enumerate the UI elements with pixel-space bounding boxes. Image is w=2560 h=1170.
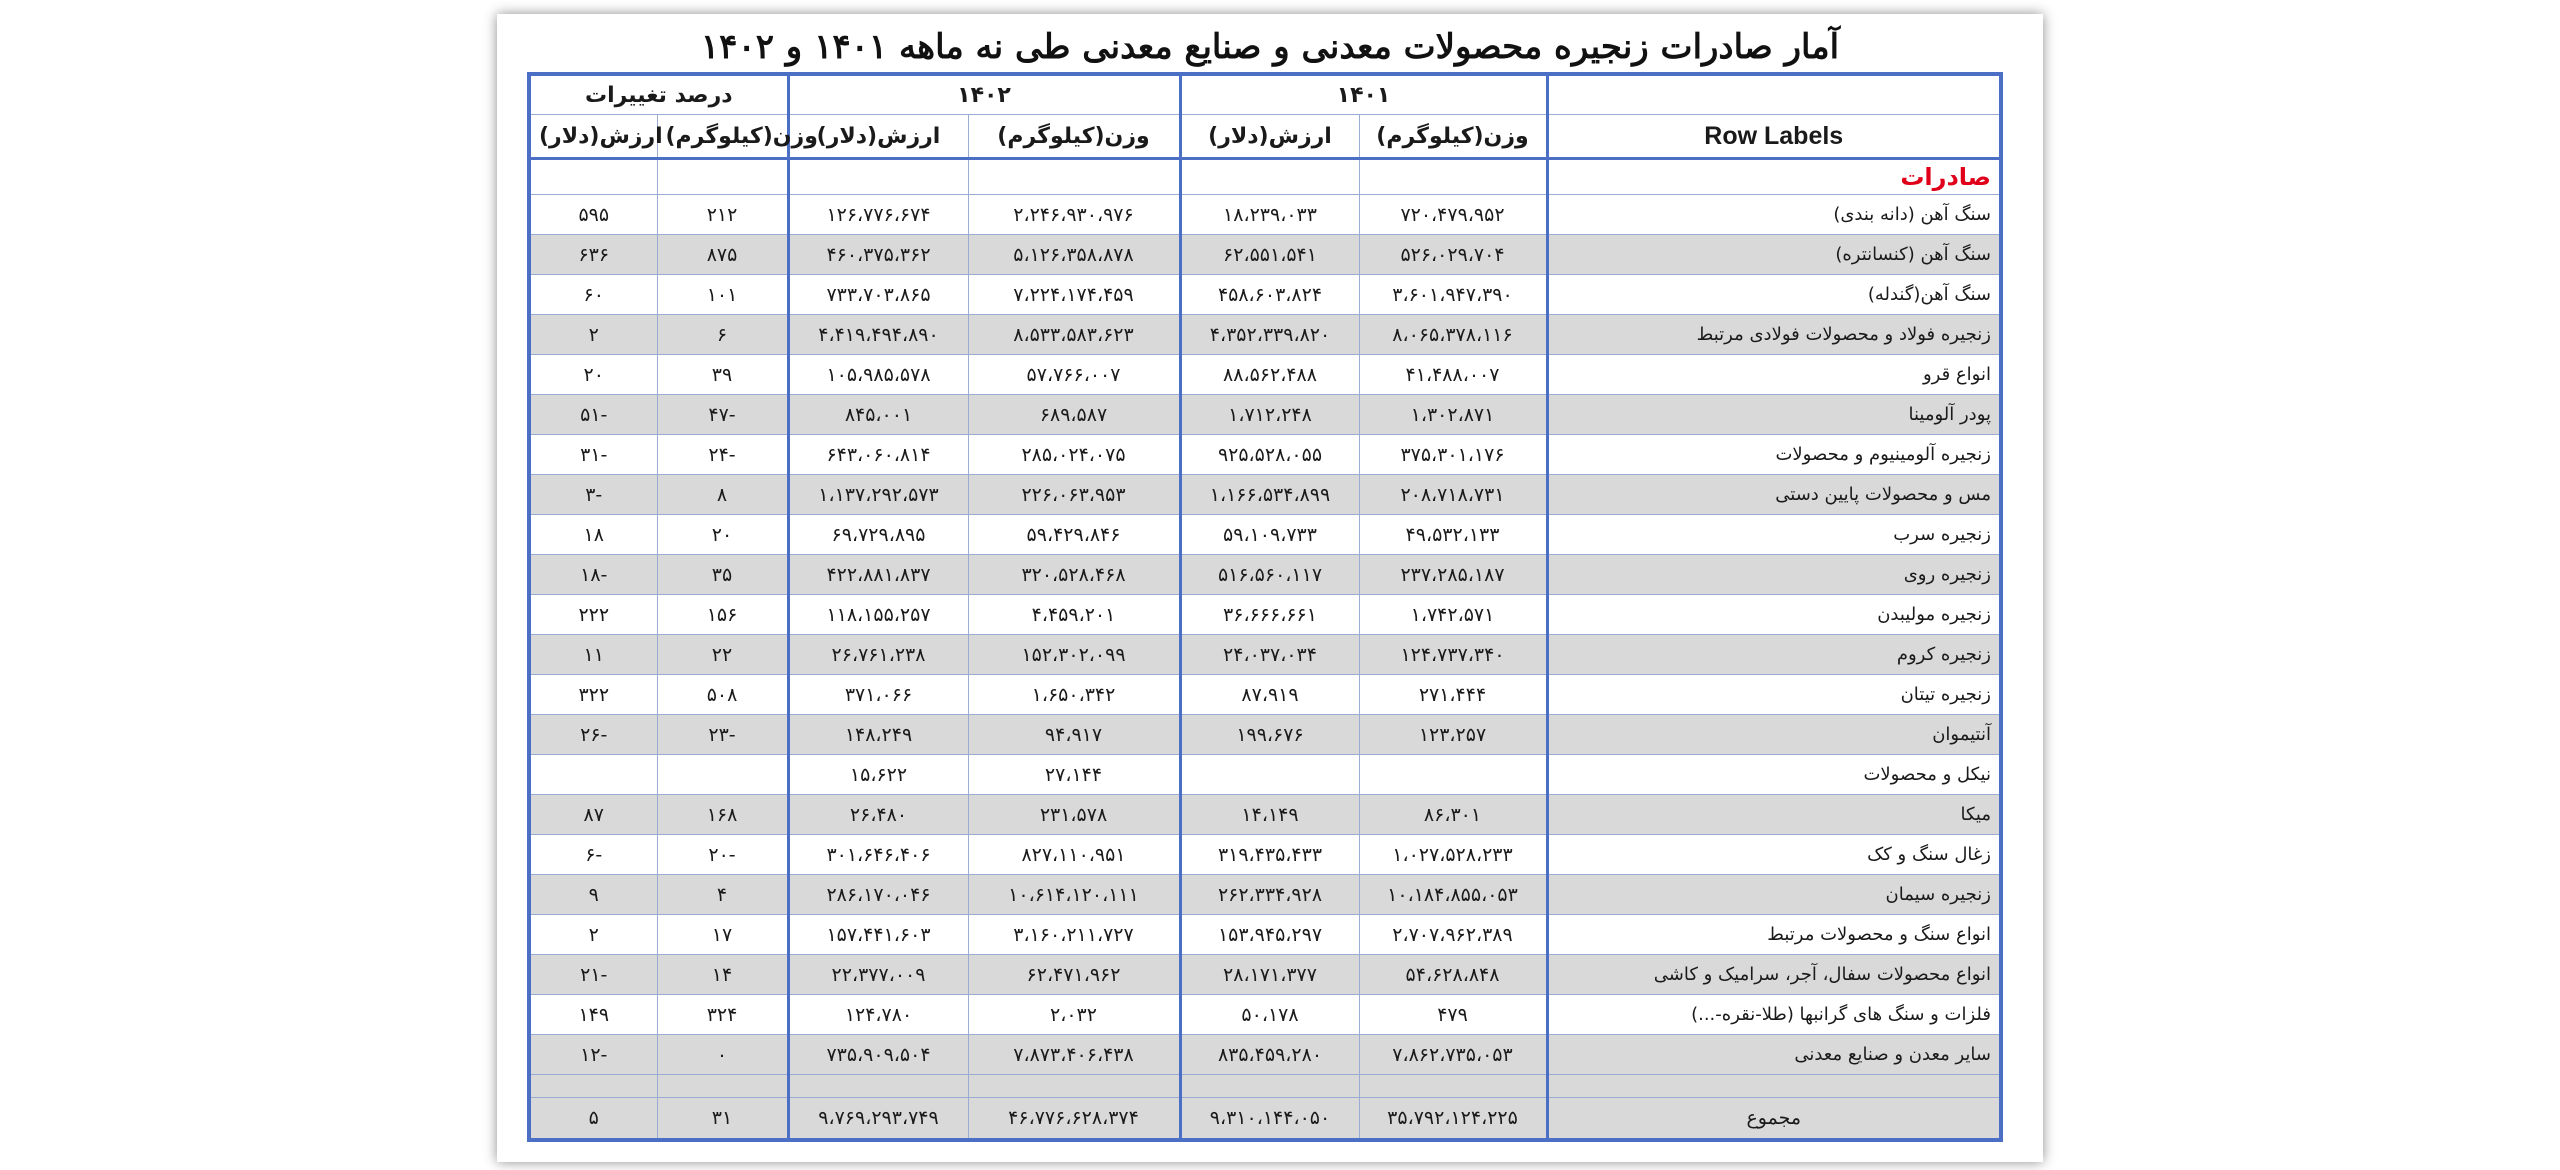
value-1401-cell: ۵۰،۱۷۸ bbox=[1180, 995, 1359, 1035]
row-label: انواع سنگ و محصولات مرتبط bbox=[1547, 915, 2001, 955]
weight-1401-cell: ۱،۰۲۷،۵۲۸،۲۳۳ bbox=[1359, 835, 1547, 875]
value-1402-cell: ۸۴۵،۰۰۱ bbox=[788, 395, 968, 435]
table-row bbox=[529, 195, 2001, 235]
total-pct-value: ۵ bbox=[529, 1098, 657, 1141]
weight-1401-cell: ۲۳۷،۲۸۵،۱۸۷ bbox=[1359, 555, 1547, 595]
pct-value-cell: ۶۳۶ bbox=[529, 235, 657, 275]
value-1401-cell: ۱۵۳،۹۴۵،۲۹۷ bbox=[1180, 915, 1359, 955]
value-1401-cell: ۴،۳۵۲،۳۳۹،۸۲۰ bbox=[1180, 315, 1359, 355]
table-row bbox=[529, 275, 2001, 315]
row-label: فلزات و سنگ های گرانبها (طلا-نقره-...) bbox=[1547, 995, 2001, 1035]
weight-1401-cell: ۱۰،۱۸۴،۸۵۵،۰۵۳ bbox=[1359, 875, 1547, 915]
value-1401-cell: ۳۶،۶۶۶،۶۶۱ bbox=[1180, 595, 1359, 635]
table-row bbox=[529, 835, 2001, 875]
value-1402-cell: ۱۱۸،۱۵۵،۲۵۷ bbox=[788, 595, 968, 635]
pct-value-cell: -۵۱ bbox=[529, 395, 657, 435]
spacer-row bbox=[529, 1075, 2001, 1098]
pct-weight-cell: -۲۳ bbox=[657, 715, 788, 755]
weight-1402-cell: ۳،۱۶۰،۲۱۱،۷۲۷ bbox=[968, 915, 1180, 955]
pct-value-cell: ۲ bbox=[529, 915, 657, 955]
weight-1401-cell bbox=[1359, 755, 1547, 795]
weight-1401-cell: ۱،۷۴۲،۵۷۱ bbox=[1359, 595, 1547, 635]
pct-value-header: ارزش(دلار) bbox=[529, 115, 657, 159]
year-1401-header: ۱۴۰۱ bbox=[1180, 74, 1547, 115]
value-1401-cell: ۱۴،۱۴۹ bbox=[1180, 795, 1359, 835]
weight-1402-cell: ۸۲۷،۱۱۰،۹۵۱ bbox=[968, 835, 1180, 875]
table-row bbox=[529, 475, 2001, 515]
value-1401-cell: ۳۱۹،۴۳۵،۴۳۳ bbox=[1180, 835, 1359, 875]
weight-1402-cell: ۶۸۹،۵۸۷ bbox=[968, 395, 1180, 435]
table-row bbox=[529, 715, 2001, 755]
page-title: آمار صادرات زنجیره محصولات معدنی و صنایع معدنی طی نه ماهه ۱۴۰۱ و ۱۴۰۲ bbox=[700, 27, 1840, 67]
row-label: انواع قرو bbox=[1547, 355, 2001, 395]
pct-value-cell: ۱۱ bbox=[529, 635, 657, 675]
pct-value-cell: ۲ bbox=[529, 315, 657, 355]
row-label: زغال سنگ و کک bbox=[1547, 835, 2001, 875]
weight-1402-cell: ۵۹،۴۲۹،۸۴۶ bbox=[968, 515, 1180, 555]
weight-1402-cell: ۹۴،۹۱۷ bbox=[968, 715, 1180, 755]
row-label: مس و محصولات پایین دستی bbox=[1547, 475, 2001, 515]
table-row bbox=[529, 555, 2001, 595]
section-row bbox=[529, 159, 2001, 195]
pct-value-cell: ۲۲۲ bbox=[529, 595, 657, 635]
pct-weight-cell: ۱۰۱ bbox=[657, 275, 788, 315]
table-row bbox=[529, 635, 2001, 675]
section-label: صادرات bbox=[1547, 159, 2001, 195]
weight-1401-cell: ۴۱،۴۸۸،۰۰۷ bbox=[1359, 355, 1547, 395]
value-1402-cell: ۴۶۰،۳۷۵،۳۶۲ bbox=[788, 235, 968, 275]
pct-value-cell: -۲۶ bbox=[529, 715, 657, 755]
weight-1401-cell: ۳۷۵،۳۰۱،۱۷۶ bbox=[1359, 435, 1547, 475]
row-label: زنجیره آلومینیوم و محصولات bbox=[1547, 435, 2001, 475]
value-1402-cell: ۴،۴۱۹،۴۹۴،۸۹۰ bbox=[788, 315, 968, 355]
pct-value-cell: -۶ bbox=[529, 835, 657, 875]
row-label: زنجیره سیمان bbox=[1547, 875, 2001, 915]
pct-weight-cell: ۸۷۵ bbox=[657, 235, 788, 275]
value-1402-cell: ۲۶،۴۸۰ bbox=[788, 795, 968, 835]
weight-1402-header: وزن(کیلوگرم) bbox=[968, 115, 1180, 159]
weight-1402-cell: ۲۳۱،۵۷۸ bbox=[968, 795, 1180, 835]
pct-weight-cell: ۸ bbox=[657, 475, 788, 515]
pct-value-cell: ۱۴۹ bbox=[529, 995, 657, 1035]
pct-weight-cell: ۰ bbox=[657, 1035, 788, 1075]
total-row bbox=[529, 1098, 2001, 1141]
weight-1402-cell: ۲،۲۴۶،۹۳۰،۹۷۶ bbox=[968, 195, 1180, 235]
total-pct-weight: ۳۱ bbox=[657, 1098, 788, 1141]
value-1401-header: ارزش(دلار) bbox=[1180, 115, 1359, 159]
weight-1401-cell: ۴۹،۵۳۲،۱۳۳ bbox=[1359, 515, 1547, 555]
value-1401-cell: ۲۸،۱۷۱،۳۷۷ bbox=[1180, 955, 1359, 995]
pct-weight-cell: ۶ bbox=[657, 315, 788, 355]
value-1402-cell: ۳۷۱،۰۶۶ bbox=[788, 675, 968, 715]
table-row bbox=[529, 595, 2001, 635]
row-label: سایر معدن و صنایع معدنی bbox=[1547, 1035, 2001, 1075]
weight-1402-cell: ۲۷،۱۴۴ bbox=[968, 755, 1180, 795]
pct-value-cell: -۳۱ bbox=[529, 435, 657, 475]
value-1402-cell: ۶۴۳،۰۶۰،۸۱۴ bbox=[788, 435, 968, 475]
value-1401-cell: ۱،۱۶۶،۵۳۴،۸۹۹ bbox=[1180, 475, 1359, 515]
value-1401-cell: ۸۸،۵۶۲،۴۸۸ bbox=[1180, 355, 1359, 395]
value-1402-cell: ۳۰۱،۶۴۶،۴۰۶ bbox=[788, 835, 968, 875]
value-1401-cell: ۲۶۲،۳۳۴،۹۲۸ bbox=[1180, 875, 1359, 915]
value-1402-cell: ۱۵،۶۲۲ bbox=[788, 755, 968, 795]
pct-weight-cell: -۲۰ bbox=[657, 835, 788, 875]
weight-1401-cell: ۴۷۹ bbox=[1359, 995, 1547, 1035]
total-weight-1402: ۴۶،۷۷۶،۶۲۸،۳۷۴ bbox=[968, 1098, 1180, 1141]
year-1402-header: ۱۴۰۲ bbox=[788, 74, 1180, 115]
pct-value-cell: -۱۸ bbox=[529, 555, 657, 595]
pct-weight-cell: ۲۱۲ bbox=[657, 195, 788, 235]
weight-1401-cell: ۱۲۴،۷۳۷،۳۴۰ bbox=[1359, 635, 1547, 675]
value-1402-cell: ۶۹،۷۲۹،۸۹۵ bbox=[788, 515, 968, 555]
table-row bbox=[529, 795, 2001, 835]
total-value-1402: ۹،۷۶۹،۲۹۳،۷۴۹ bbox=[788, 1098, 968, 1141]
pct-weight-cell bbox=[657, 755, 788, 795]
weight-1401-cell: ۲۰۸،۷۱۸،۷۳۱ bbox=[1359, 475, 1547, 515]
pct-weight-cell: ۳۵ bbox=[657, 555, 788, 595]
pct-weight-cell: ۱۴ bbox=[657, 955, 788, 995]
table-row bbox=[529, 875, 2001, 915]
table-row bbox=[529, 315, 2001, 355]
weight-1402-cell: ۴،۴۵۹،۲۰۱ bbox=[968, 595, 1180, 635]
year-header-row bbox=[529, 74, 2001, 115]
weight-1401-cell: ۱۲۳،۲۵۷ bbox=[1359, 715, 1547, 755]
pct-value-cell: ۲۰ bbox=[529, 355, 657, 395]
row-labels-header: Row Labels bbox=[1547, 115, 2001, 159]
pct-value-cell: ۹ bbox=[529, 875, 657, 915]
weight-1401-cell: ۷۲۰،۴۷۹،۹۵۲ bbox=[1359, 195, 1547, 235]
value-1401-cell: ۱۸،۲۳۹،۰۳۳ bbox=[1180, 195, 1359, 235]
value-1402-cell: ۴۲۲،۸۸۱،۸۳۷ bbox=[788, 555, 968, 595]
row-label: زنجیره سرب bbox=[1547, 515, 2001, 555]
table-row bbox=[529, 955, 2001, 995]
value-1402-cell: ۲۶،۷۶۱،۲۳۸ bbox=[788, 635, 968, 675]
weight-1402-cell: ۱،۶۵۰،۳۴۲ bbox=[968, 675, 1180, 715]
table-row bbox=[529, 915, 2001, 955]
value-1401-cell: ۱،۷۱۲،۲۴۸ bbox=[1180, 395, 1359, 435]
value-1402-cell: ۱۲۴،۷۸۰ bbox=[788, 995, 968, 1035]
value-1402-cell: ۱۰۵،۹۸۵،۵۷۸ bbox=[788, 355, 968, 395]
row-label: زنجیره تیتان bbox=[1547, 675, 2001, 715]
pct-value-cell: ۸۷ bbox=[529, 795, 657, 835]
row-label: سنگ آهن (دانه بندی) bbox=[1547, 195, 2001, 235]
value-1401-cell: ۹۲۵،۵۲۸،۰۵۵ bbox=[1180, 435, 1359, 475]
weight-1401-cell: ۸،۰۶۵،۳۷۸،۱۱۶ bbox=[1359, 315, 1547, 355]
table-row bbox=[529, 755, 2001, 795]
value-1401-cell bbox=[1180, 755, 1359, 795]
total-label: مجموع bbox=[1547, 1098, 2001, 1141]
pct-weight-cell: ۱۶۸ bbox=[657, 795, 788, 835]
pct-weight-cell: ۲۲ bbox=[657, 635, 788, 675]
value-1401-cell: ۱۹۹،۶۷۶ bbox=[1180, 715, 1359, 755]
row-label: سنگ آهن (کنسانتره) bbox=[1547, 235, 2001, 275]
pct-weight-header: وزن(کیلوگرم) bbox=[657, 115, 788, 159]
weight-1401-cell: ۲،۷۰۷،۹۶۲،۳۸۹ bbox=[1359, 915, 1547, 955]
value-1402-cell: ۱۴۸،۲۴۹ bbox=[788, 715, 968, 755]
value-1402-cell: ۷۳۵،۹۰۹،۵۰۴ bbox=[788, 1035, 968, 1075]
weight-1401-cell: ۳،۶۰۱،۹۴۷،۳۹۰ bbox=[1359, 275, 1547, 315]
weight-1402-cell: ۷،۸۷۳،۴۰۶،۴۳۸ bbox=[968, 1035, 1180, 1075]
table-row bbox=[529, 675, 2001, 715]
pct-change-header: درصد تغییرات bbox=[529, 74, 788, 115]
document-sheet bbox=[497, 14, 2043, 1162]
pct-value-cell: ۱۸ bbox=[529, 515, 657, 555]
value-1402-cell: ۱،۱۳۷،۲۹۲،۵۷۳ bbox=[788, 475, 968, 515]
pct-value-cell: -۳ bbox=[529, 475, 657, 515]
row-label: میکا bbox=[1547, 795, 2001, 835]
pct-weight-cell: ۵۰۸ bbox=[657, 675, 788, 715]
pct-value-cell bbox=[529, 755, 657, 795]
value-1401-cell: ۴۵۸،۶۰۳،۸۲۴ bbox=[1180, 275, 1359, 315]
weight-1401-cell: ۵۲۶،۰۲۹،۷۰۴ bbox=[1359, 235, 1547, 275]
total-weight-1401: ۳۵،۷۹۲،۱۲۴،۲۲۵ bbox=[1359, 1098, 1547, 1141]
value-1401-cell: ۸۷،۹۱۹ bbox=[1180, 675, 1359, 715]
weight-1402-cell: ۱۵۲،۳۰۲،۰۹۹ bbox=[968, 635, 1180, 675]
value-1402-cell: ۱۲۶،۷۷۶،۶۷۴ bbox=[788, 195, 968, 235]
pct-weight-cell: ۲۰ bbox=[657, 515, 788, 555]
row-label: زنجیره کروم bbox=[1547, 635, 2001, 675]
value-1402-cell: ۱۵۷،۴۴۱،۶۰۳ bbox=[788, 915, 968, 955]
total-value-1401: ۹،۳۱۰،۱۴۴،۰۵۰ bbox=[1180, 1098, 1359, 1141]
row-label: زنجیره مولیبدن bbox=[1547, 595, 2001, 635]
value-1402-header: ارزش(دلار) bbox=[788, 115, 968, 159]
weight-1401-cell: ۷،۸۶۲،۷۳۵،۰۵۳ bbox=[1359, 1035, 1547, 1075]
pct-value-cell: ۶۰ bbox=[529, 275, 657, 315]
table-row bbox=[529, 355, 2001, 395]
table-row bbox=[529, 435, 2001, 475]
pct-weight-cell: ۱۵۶ bbox=[657, 595, 788, 635]
pct-value-cell: ۵۹۵ bbox=[529, 195, 657, 235]
row-label: انواع محصولات سفال، آجر، سرامیک و کاشی bbox=[1547, 955, 2001, 995]
weight-1401-header: وزن(کیلوگرم) bbox=[1359, 115, 1547, 159]
row-label: زنجیره فولاد و محصولات فولادی مرتبط bbox=[1547, 315, 2001, 355]
pct-weight-cell: -۲۴ bbox=[657, 435, 788, 475]
pct-value-cell: -۱۲ bbox=[529, 1035, 657, 1075]
pct-weight-cell: ۴ bbox=[657, 875, 788, 915]
row-label: آنتیموان bbox=[1547, 715, 2001, 755]
value-1402-cell: ۲۸۶،۱۷۰،۰۴۶ bbox=[788, 875, 968, 915]
value-1402-cell: ۷۳۳،۷۰۳،۸۶۵ bbox=[788, 275, 968, 315]
weight-1402-cell: ۸،۵۳۳،۵۸۳،۶۲۳ bbox=[968, 315, 1180, 355]
pct-weight-cell: ۳۹ bbox=[657, 355, 788, 395]
pct-weight-cell: ۳۲۴ bbox=[657, 995, 788, 1035]
weight-1402-cell: ۲۲۶،۰۶۳،۹۵۳ bbox=[968, 475, 1180, 515]
value-1402-cell: ۲۲،۳۷۷،۰۰۹ bbox=[788, 955, 968, 995]
weight-1402-cell: ۵،۱۲۶،۳۵۸،۸۷۸ bbox=[968, 235, 1180, 275]
weight-1402-cell: ۶۲،۴۷۱،۹۶۲ bbox=[968, 955, 1180, 995]
table-row bbox=[529, 235, 2001, 275]
weight-1402-cell: ۲،۰۳۲ bbox=[968, 995, 1180, 1035]
value-1401-cell: ۵۱۶،۵۶۰،۱۱۷ bbox=[1180, 555, 1359, 595]
row-label: نیکل و محصولات bbox=[1547, 755, 2001, 795]
pct-value-cell: -۲۱ bbox=[529, 955, 657, 995]
column-header-row bbox=[529, 115, 2001, 159]
table-row bbox=[529, 515, 2001, 555]
row-label: سنگ آهن(گندله) bbox=[1547, 275, 2001, 315]
pct-weight-cell: ۱۷ bbox=[657, 915, 788, 955]
weight-1401-cell: ۵۴،۶۲۸،۸۴۸ bbox=[1359, 955, 1547, 995]
value-1401-cell: ۵۹،۱۰۹،۷۳۳ bbox=[1180, 515, 1359, 555]
pct-value-cell: ۳۲۲ bbox=[529, 675, 657, 715]
table-row bbox=[529, 995, 2001, 1035]
pct-weight-cell: -۴۷ bbox=[657, 395, 788, 435]
weight-1402-cell: ۳۲۰،۵۲۸،۴۶۸ bbox=[968, 555, 1180, 595]
weight-1401-cell: ۲۷۱،۴۴۴ bbox=[1359, 675, 1547, 715]
weight-1402-cell: ۵۷،۷۶۶،۰۰۷ bbox=[968, 355, 1180, 395]
weight-1401-cell: ۸۶،۳۰۱ bbox=[1359, 795, 1547, 835]
weight-1402-cell: ۷،۲۲۴،۱۷۴،۴۵۹ bbox=[968, 275, 1180, 315]
row-labels-corner bbox=[1547, 74, 2001, 115]
value-1401-cell: ۲۴،۰۳۷،۰۳۴ bbox=[1180, 635, 1359, 675]
value-1401-cell: ۶۲،۵۵۱،۵۴۱ bbox=[1180, 235, 1359, 275]
row-label: زنجیره روی bbox=[1547, 555, 2001, 595]
value-1401-cell: ۸۳۵،۴۵۹،۲۸۰ bbox=[1180, 1035, 1359, 1075]
table-row bbox=[529, 1035, 2001, 1075]
weight-1402-cell: ۱۰،۶۱۴،۱۲۰،۱۱۱ bbox=[968, 875, 1180, 915]
table-row bbox=[529, 395, 2001, 435]
weight-1401-cell: ۱،۳۰۲،۸۷۱ bbox=[1359, 395, 1547, 435]
row-label: پودر آلومینا bbox=[1547, 395, 2001, 435]
weight-1402-cell: ۲۸۵،۰۲۴،۰۷۵ bbox=[968, 435, 1180, 475]
export-statistics-table bbox=[527, 72, 2003, 1142]
